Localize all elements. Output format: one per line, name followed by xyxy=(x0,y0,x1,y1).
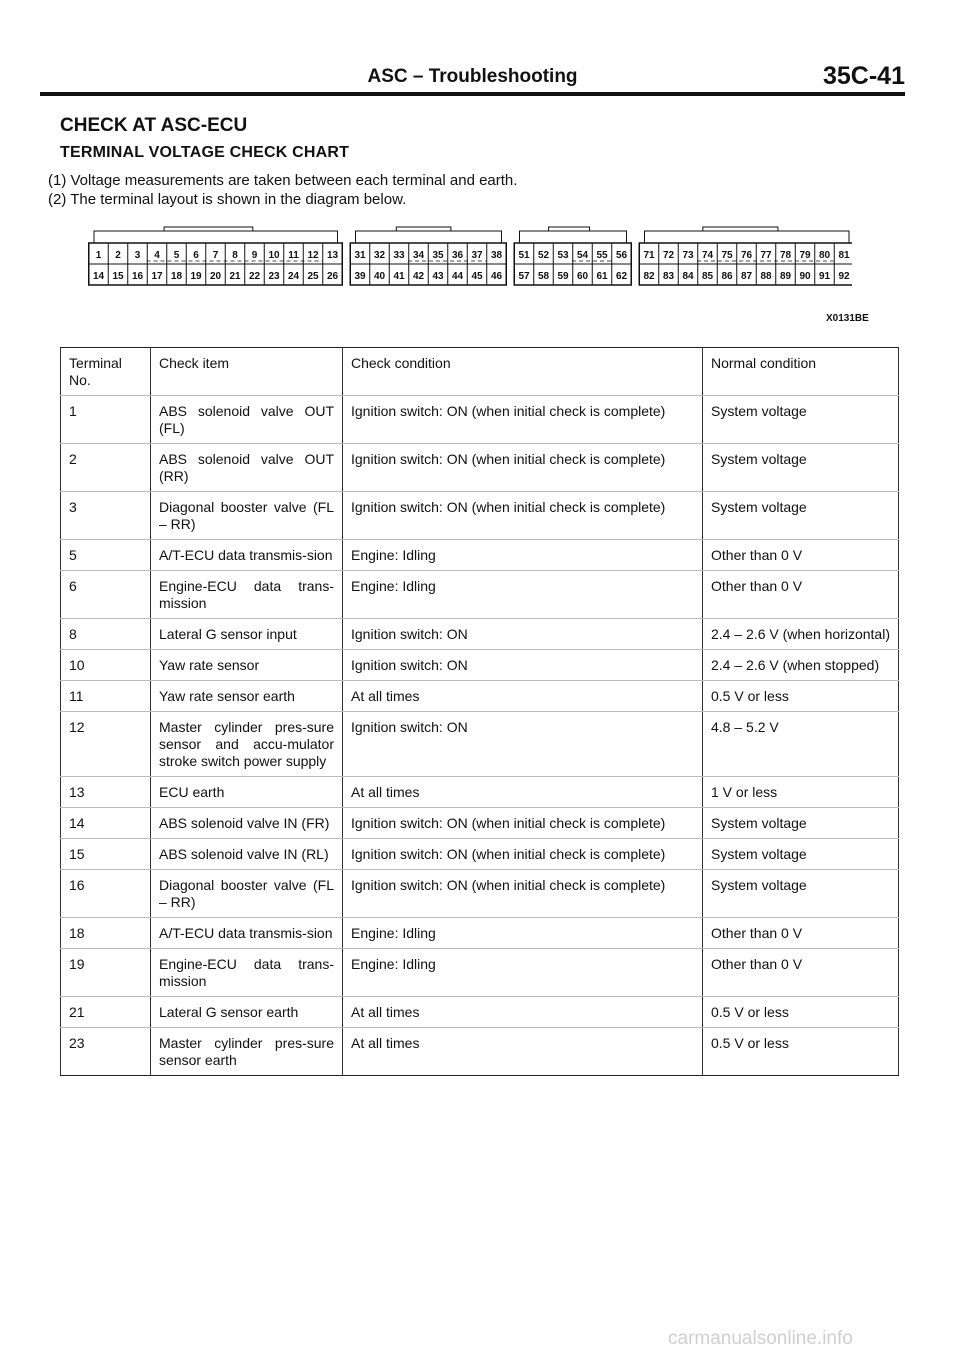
connector-latch-tab xyxy=(164,227,253,231)
terminal-pin-label: 46 xyxy=(490,271,503,282)
page-number: 35C-41 xyxy=(823,62,905,90)
table-cell: 3 xyxy=(61,492,151,540)
terminal-pin-label: 32 xyxy=(373,250,386,261)
terminal-pin-label: 78 xyxy=(779,250,792,261)
table-cell: Ignition switch: ON xyxy=(343,619,703,650)
table-cell: 23 xyxy=(61,1028,151,1076)
table-cell: 4.8 – 5.2 V xyxy=(703,712,899,777)
table-cell: System voltage xyxy=(703,839,899,870)
table-cell: ABS solenoid valve IN (FR) xyxy=(151,808,343,839)
terminal-pin-label: 59 xyxy=(557,271,569,282)
terminal-pin-label: 90 xyxy=(799,271,811,282)
table-cell: At all times xyxy=(343,777,703,808)
terminal-pin-label: 85 xyxy=(701,271,714,282)
terminal-pin-label: 15 xyxy=(112,271,124,282)
table-cell: Ignition switch: ON (when initial check is complete) xyxy=(343,808,703,839)
table-cell: Ignition switch: ON xyxy=(343,650,703,681)
table-cell: Ignition switch: ON (when initial check is complete) xyxy=(343,444,703,492)
table-row xyxy=(61,712,899,777)
terminal-pin-label: 5 xyxy=(173,250,180,261)
terminal-pin-label: 54 xyxy=(576,250,589,261)
table-cell: Other than 0 V xyxy=(703,949,899,997)
table-cell: Diagonal booster valve (FL – RR) xyxy=(151,870,343,918)
table-cell: 1 V or less xyxy=(703,777,899,808)
table-cell: Engine-ECU data trans-mission xyxy=(151,949,343,997)
table-cell: Other than 0 V xyxy=(703,540,899,571)
terminal-pin-label: 2 xyxy=(115,250,121,261)
terminal-pin-label: 33 xyxy=(393,250,405,261)
table-cell: ECU earth xyxy=(151,777,343,808)
header-title: ASC – Troubleshooting xyxy=(367,66,578,87)
terminal-pin-label: 58 xyxy=(537,271,550,282)
table-cell: Ignition switch: ON (when initial check is complete) xyxy=(343,492,703,540)
terminal-pin-label: 40 xyxy=(373,271,386,282)
terminal-pin-label: 89 xyxy=(779,271,792,282)
table-cell: Yaw rate sensor earth xyxy=(151,681,343,712)
table-cell: System voltage xyxy=(703,492,899,540)
table-row xyxy=(61,540,899,571)
watermark: carmanualsonline.info xyxy=(668,1328,853,1349)
table-row xyxy=(61,650,899,681)
table-header-row xyxy=(61,348,899,396)
table-cell: 2.4 – 2.6 V (when stopped) xyxy=(703,650,899,681)
connector-latch xyxy=(645,231,850,243)
table-cell: A/T-ECU data transmis-sion xyxy=(151,540,343,571)
terminal-pin-label: 17 xyxy=(151,271,163,282)
terminal-pin-label: 24 xyxy=(287,271,300,282)
terminal-pin-label: 26 xyxy=(326,271,339,282)
terminal-pin-label: 9 xyxy=(251,250,258,261)
figure-code: X0131BE xyxy=(826,313,869,324)
table-row xyxy=(61,918,899,949)
terminal-pin-label: 86 xyxy=(721,271,733,282)
table-cell: Yaw rate sensor xyxy=(151,650,343,681)
connector-block xyxy=(350,227,506,285)
table-row xyxy=(61,681,899,712)
table-cell: 6 xyxy=(61,571,151,619)
terminal-pin-label: 13 xyxy=(326,250,339,261)
table-row xyxy=(61,808,899,839)
terminal-pin-label: 11 xyxy=(288,250,299,261)
terminal-pin-label: 79 xyxy=(799,250,811,261)
table-row xyxy=(61,444,899,492)
terminal-pin-label: 72 xyxy=(662,250,675,261)
terminal-pin-label: 7 xyxy=(212,250,219,261)
table-cell: 13 xyxy=(61,777,151,808)
table-cell: Engine: Idling xyxy=(343,918,703,949)
section-title: CHECK AT ASC-ECU xyxy=(60,115,248,136)
table-cell: Engine: Idling xyxy=(343,540,703,571)
terminal-pin-label: 56 xyxy=(615,250,628,261)
terminal-pin-label: 74 xyxy=(701,250,714,261)
terminal-pin-label: 75 xyxy=(721,250,733,261)
table-cell: 8 xyxy=(61,619,151,650)
table-cell: System voltage xyxy=(703,444,899,492)
table-cell: System voltage xyxy=(703,870,899,918)
table-cell: Diagonal booster valve (FL – RR) xyxy=(151,492,343,540)
table-header-cell: Check item xyxy=(151,348,343,396)
table-cell: 14 xyxy=(61,808,151,839)
table-header-cell: Terminal No. xyxy=(61,348,151,396)
connector-latch xyxy=(94,231,338,243)
terminal-pin-label: 91 xyxy=(818,271,831,282)
terminal-voltage-table xyxy=(60,347,899,1076)
terminal-pin-label: 38 xyxy=(490,250,503,261)
terminal-pin-label: 80 xyxy=(818,250,831,261)
terminal-pin-label: 3 xyxy=(134,250,141,261)
table-cell: Other than 0 V xyxy=(703,918,899,949)
terminal-pin-label: 20 xyxy=(209,271,222,282)
terminal-pin-label: 88 xyxy=(760,271,772,282)
terminal-pin-label: 16 xyxy=(131,271,144,282)
table-cell: Engine-ECU data trans-mission xyxy=(151,571,343,619)
table-cell: 2 xyxy=(61,444,151,492)
table-cell: 11 xyxy=(61,681,151,712)
terminal-pin-label: 34 xyxy=(412,250,425,261)
table-cell: Master cylinder pres-sure sensor earth xyxy=(151,1028,343,1076)
terminal-pin-label: 23 xyxy=(268,271,280,282)
terminal-pin-label: 36 xyxy=(451,250,464,261)
terminal-pin-label: 43 xyxy=(432,271,444,282)
notes xyxy=(48,171,517,209)
table-cell: 19 xyxy=(61,949,151,997)
table-cell: System voltage xyxy=(703,808,899,839)
table-cell: 0.5 V or less xyxy=(703,997,899,1028)
table-row xyxy=(61,949,899,997)
table-cell: 18 xyxy=(61,918,151,949)
connector-latch xyxy=(356,231,502,243)
terminal-pin-label: 14 xyxy=(92,271,105,282)
table-cell: Engine: Idling xyxy=(343,949,703,997)
table-cell: Ignition switch: ON (when initial check is complete) xyxy=(343,839,703,870)
terminal-pin-label: 41 xyxy=(393,271,405,282)
terminal-pin-label: 37 xyxy=(471,250,483,261)
terminal-layout-diagram xyxy=(88,225,852,291)
terminal-pin-label: 62 xyxy=(615,271,628,282)
terminal-pin-label: 83 xyxy=(662,271,675,282)
table-cell: 15 xyxy=(61,839,151,870)
terminal-pin-label: 52 xyxy=(537,250,550,261)
table-cell: Engine: Idling xyxy=(343,571,703,619)
connector-latch xyxy=(520,231,627,243)
table-cell: Ignition switch: ON (when initial check is complete) xyxy=(343,870,703,918)
terminal-pin-label: 19 xyxy=(190,271,202,282)
table-cell: Other than 0 V xyxy=(703,571,899,619)
terminal-pin-label: 12 xyxy=(307,250,319,261)
table-row xyxy=(61,396,899,444)
table-header-cell: Check condition xyxy=(343,348,703,396)
terminal-pin-label: 10 xyxy=(268,250,280,261)
terminal-pin-label: 76 xyxy=(740,250,753,261)
table-row xyxy=(61,492,899,540)
table-header-cell: Normal condition xyxy=(703,348,899,396)
connector-block xyxy=(514,227,631,285)
terminal-pin-label: 57 xyxy=(518,271,530,282)
connector-latch-tab xyxy=(549,227,590,231)
terminal-pin-label: 18 xyxy=(170,271,183,282)
table-cell: 0.5 V or less xyxy=(703,1028,899,1076)
table-cell: 0.5 V or less xyxy=(703,681,899,712)
page-header xyxy=(40,62,905,96)
table-cell: 21 xyxy=(61,997,151,1028)
terminal-pin-label: 21 xyxy=(229,271,241,282)
table-cell: Lateral G sensor input xyxy=(151,619,343,650)
terminal-pin-label: 60 xyxy=(576,271,589,282)
table-cell: At all times xyxy=(343,681,703,712)
connector-block xyxy=(639,227,852,285)
terminal-pin-label: 82 xyxy=(643,271,655,282)
table-cell: ABS solenoid valve OUT (FL) xyxy=(151,396,343,444)
terminal-pin-label: 8 xyxy=(232,250,238,261)
terminal-pin-label: 4 xyxy=(154,250,160,261)
table-cell: ABS solenoid valve IN (RL) xyxy=(151,839,343,870)
table-cell: 12 xyxy=(61,712,151,777)
terminal-pin-label: 51 xyxy=(518,250,530,261)
table-cell: At all times xyxy=(343,1028,703,1076)
table-cell: 1 xyxy=(61,396,151,444)
connector-block xyxy=(89,227,343,285)
terminal-pin-label: 31 xyxy=(354,250,366,261)
connector-latch-tab xyxy=(396,227,451,231)
table-row xyxy=(61,997,899,1028)
table-cell: 2.4 – 2.6 V (when horizontal) xyxy=(703,619,899,650)
terminal-pin-label: 6 xyxy=(193,250,199,261)
terminal-pin-label: 55 xyxy=(596,250,608,261)
terminal-pin-label: 81 xyxy=(838,250,850,261)
terminal-pin-label: 35 xyxy=(432,250,444,261)
table-cell: 16 xyxy=(61,870,151,918)
header-rule xyxy=(40,92,905,96)
connector-latch-tab xyxy=(703,227,778,231)
table-cell: System voltage xyxy=(703,396,899,444)
table-cell: A/T-ECU data transmis-sion xyxy=(151,918,343,949)
table-cell: Ignition switch: ON xyxy=(343,712,703,777)
table-cell: 5 xyxy=(61,540,151,571)
terminal-pin-label: 25 xyxy=(307,271,319,282)
table-cell: Lateral G sensor earth xyxy=(151,997,343,1028)
terminal-pin-label: 22 xyxy=(248,271,261,282)
terminal-pin-label: 45 xyxy=(471,271,483,282)
terminal-pin-label: 61 xyxy=(596,271,608,282)
terminal-pin-label: 53 xyxy=(557,250,569,261)
table-row xyxy=(61,777,899,808)
table-row xyxy=(61,870,899,918)
table-cell: At all times xyxy=(343,997,703,1028)
section-subtitle: TERMINAL VOLTAGE CHECK CHART xyxy=(60,144,350,161)
terminal-pin-label: 42 xyxy=(412,271,425,282)
table-cell: 10 xyxy=(61,650,151,681)
table-row xyxy=(61,619,899,650)
terminal-pin-label: 44 xyxy=(451,271,464,282)
table-cell: Ignition switch: ON (when initial check is complete) xyxy=(343,396,703,444)
table-cell: Master cylinder pres-sure sensor and accu-mulator stroke switch power supply xyxy=(151,712,343,777)
terminal-pin-label: 1 xyxy=(95,250,102,261)
terminal-pin-label: 92 xyxy=(838,271,850,282)
terminal-pin-label: 84 xyxy=(682,271,694,282)
note-1: (1) Voltage measurements are taken between each terminal and earth. xyxy=(48,172,518,189)
note-2: (2) The terminal layout is shown in the diagram below. xyxy=(48,191,407,208)
terminal-pin-label: 71 xyxy=(643,250,655,261)
table-row xyxy=(61,1028,899,1076)
table-cell: ABS solenoid valve OUT (RR) xyxy=(151,444,343,492)
terminal-pin-label: 87 xyxy=(740,271,753,282)
terminal-pin-label: 73 xyxy=(682,250,694,261)
table-row xyxy=(61,839,899,870)
terminal-pin-label: 77 xyxy=(760,250,772,261)
terminal-pin-label: 39 xyxy=(354,271,366,282)
table-row xyxy=(61,571,899,619)
